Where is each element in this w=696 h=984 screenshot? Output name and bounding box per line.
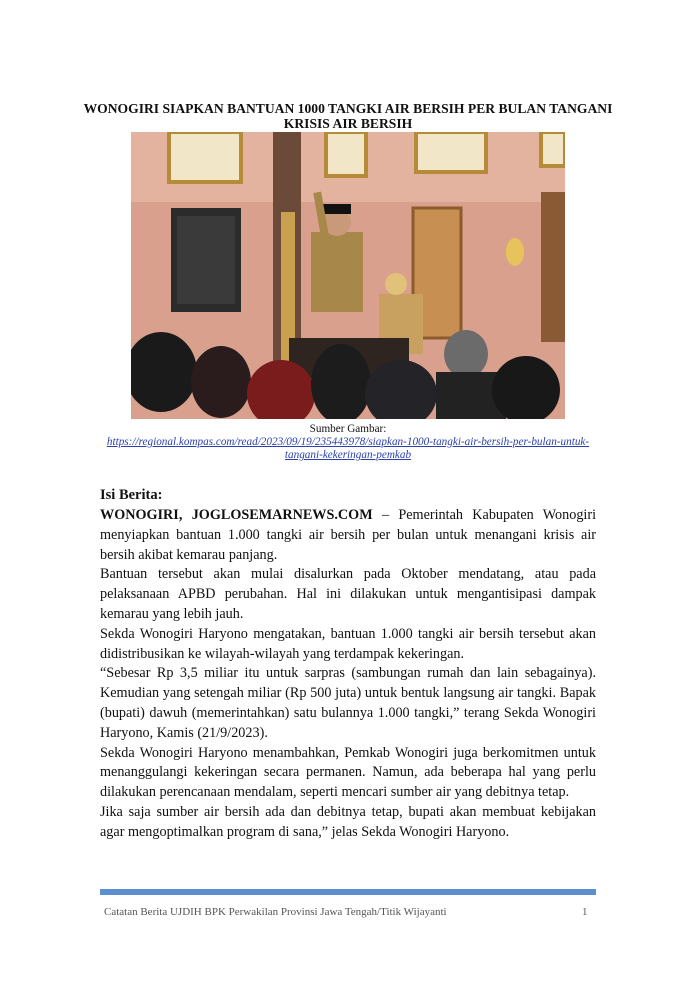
- paragraph-5: Sekda Wonogiri Haryono menambahkan, Pemkab Wonogiri juga berkomitmen untuk menanggulangi kekeringan secara permanen. Namun, ada beberapa hal yang perlu dilakukan perencanaan mendalam, seperti mencari sumber air yang debitnya tetap.: [100, 744, 596, 801]
- footer-text: Catatan Berita UJDIH BPK Perwakilan Provinsi Jawa Tengah/Titik Wijayanti: [104, 906, 447, 918]
- image-caption: [100, 423, 596, 462]
- footer-divider: [100, 889, 596, 895]
- dateline: WONOGIRI, JOGLOSEMARNEWS.COM: [100, 507, 373, 523]
- paragraph-1: [100, 506, 596, 565]
- section-label: Isi Berita:: [100, 487, 163, 503]
- caption-label: Sumber Gambar:: [309, 423, 387, 435]
- article-body: [100, 506, 596, 843]
- paragraph-6: Jika saja sumber air bersih ada dan debitnya tetap, bupati akan membuat kebijakan agar mengoptimalkan program di sana,” jelas Sekda Wonogiri Haryono.: [100, 803, 596, 840]
- paragraph-4: “Sebesar Rp 3,5 miliar itu untuk sarpras (sambungan rumah dan lain sebagainya). Kemudian yang setengah miliar (Rp 500 juta) untuk bentuk langsung air tangki. Bapak (bupati) dawuh (memerintahkan) satu bulannya 1.000 tangki,” terang Sekda Wonogiri Haryono, Kamis (21/9/2023).: [100, 665, 596, 741]
- caption-source-link[interactable]: https://regional.kompas.com/read/2023/09/19/235443978/siapkan-1000-tangki-air-bersih-per-bulan-untuk-tangani-kekeringan-pemkab: [106, 436, 590, 461]
- document-title: WONOGIRI SIAPKAN BANTUAN 1000 TANGKI AIR BERSIH PER BULAN TANGANI KRISIS AIR BERSIH: [83, 101, 613, 131]
- page-number: 1: [582, 906, 588, 918]
- paragraph-1-text: – Pemerintah Kabupaten Wonogiri menyiapkan bantuan 1.000 tangki air bersih per bulan untuk menangani krisis air bersih akibat kemarau panjang.: [100, 507, 597, 563]
- paragraph-2: Bantuan tersebut akan mulai disalurkan pada Oktober mendatang, atau pada pelaksanaan APBD perubahan. Hal ini dilakukan untuk mengantisipasi dampak kemarau yang lebih jauh.: [100, 566, 596, 622]
- news-photo: [131, 132, 565, 419]
- paragraph-3: Sekda Wonogiri Haryono mengatakan, bantuan 1.000 tangki air bersih tersebut akan didistribusikan ke wilayah-wilayah yang terdampak kekeringan.: [100, 625, 596, 662]
